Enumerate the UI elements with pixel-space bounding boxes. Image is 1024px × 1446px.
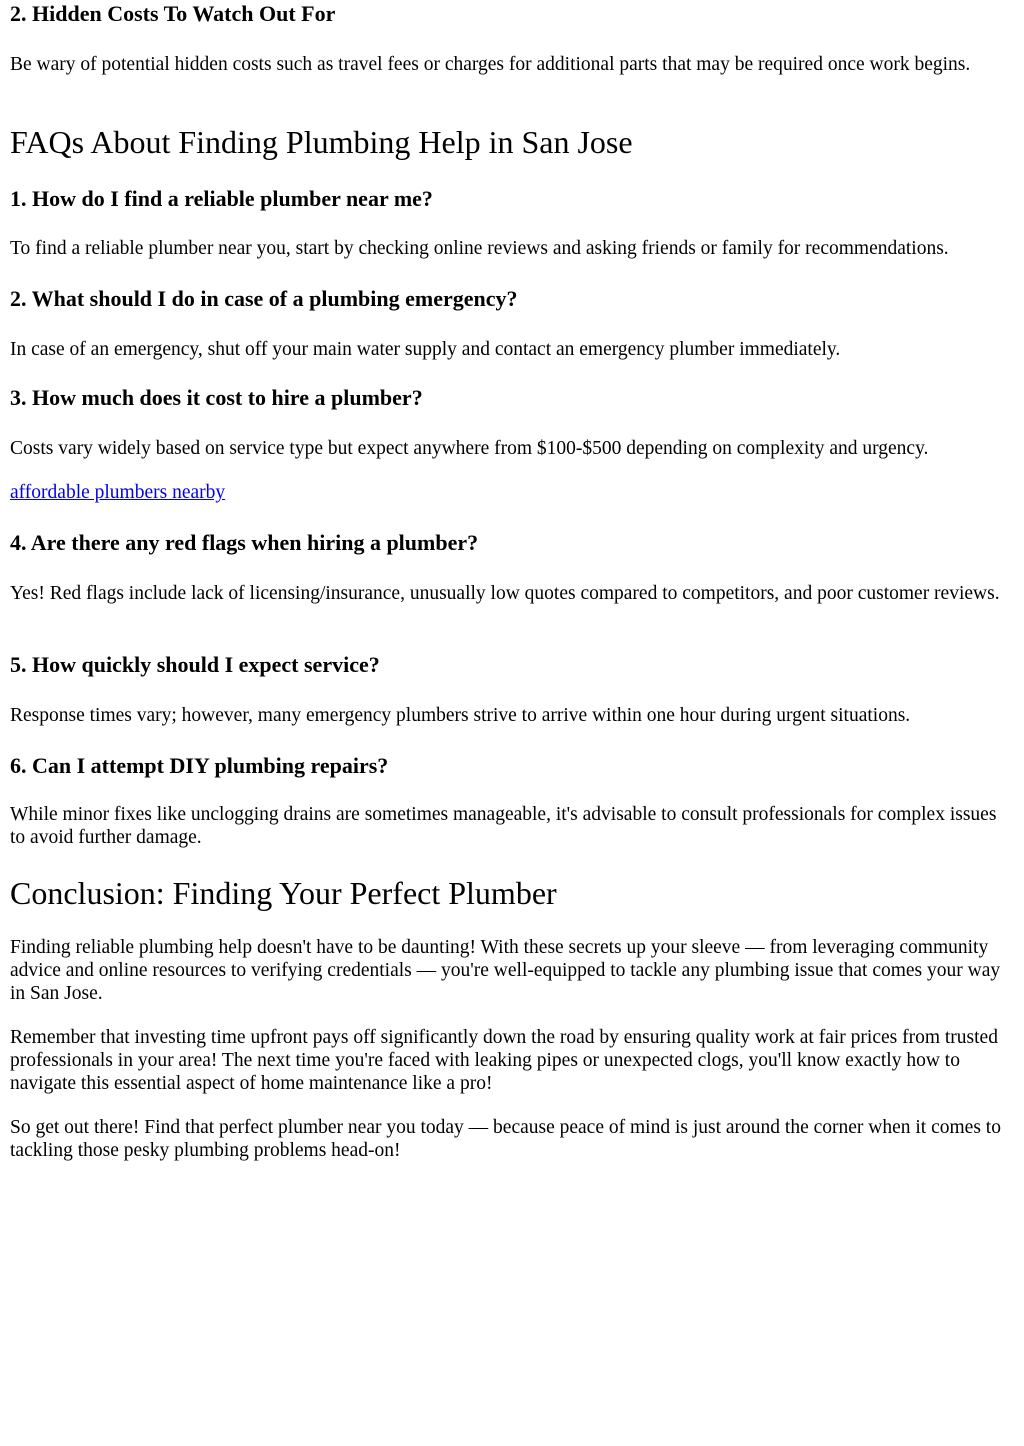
- faq-question-1: 1. How do I find a reliable plumber near me?: [10, 186, 433, 211]
- hidden-costs-paragraph: Be wary of potential hidden costs such as travel fees or charges for additional parts that may be required once work begins.: [10, 54, 971, 75]
- hidden-costs-heading: 2. Hidden Costs To Watch Out For: [10, 1, 336, 26]
- faq-answer-5: Response times vary; however, many emergency plumbers strive to arrive within one hour during urgent situations.: [10, 705, 911, 726]
- faq-answer-1: To find a reliable plumber near you, start by checking online reviews and asking friends or family for recommendations.: [10, 238, 949, 259]
- faqs-heading: FAQs About Finding Plumbing Help in San Jose: [10, 124, 633, 160]
- faq-question-4: 4. Are there any red flags when hiring a plumber?: [10, 530, 479, 555]
- affordable-plumbers-link[interactable]: affordable plumbers nearby: [10, 482, 226, 503]
- faq-question-2: 2. What should I do in case of a plumbing emergency?: [10, 286, 518, 311]
- conclusion-heading: Conclusion: Finding Your Perfect Plumber: [10, 875, 557, 911]
- faq-answer-4: Yes! Red flags include lack of licensing/insurance, unusually low quotes compared to competitors, and poor customer reviews.: [10, 583, 1000, 604]
- faq-question-5: 5. How quickly should I expect service?: [10, 652, 380, 677]
- faq-answer-3: Costs vary widely based on service type but expect anywhere from $100-$500 depending on complexity and urgency.: [10, 438, 929, 459]
- faq-answer-6: While minor fixes like unclogging drains are sometimes manageable, it's advisable to consult professionals for complex issues to avoid further damage.: [10, 804, 997, 848]
- conclusion-paragraph-2: Remember that investing time upfront pays off significantly down the road by ensuring quality work at fair prices from trusted professionals in your area! The next time you're faced with leaking pipes or unexpected clogs, you'll know exactly how to navigate this essential aspect of home maintenance like a pro!: [10, 1027, 998, 1094]
- faq-answer-2: In case of an emergency, shut off your main water supply and contact an emergency plumber immediately.: [10, 339, 841, 360]
- faq-question-6: 6. Can I attempt DIY plumbing repairs?: [10, 753, 389, 778]
- conclusion-paragraph-3: So get out there! Find that perfect plumber near you today — because peace of mind is just around the corner when it comes to tackling those pesky plumbing problems head-on!: [10, 1117, 1001, 1161]
- conclusion-paragraph-1: Finding reliable plumbing help doesn't have to be daunting! With these secrets up your sleeve — from leveraging community advice and online resources to verifying credentials — you're well-equipped to tackle any plumbing issue that comes your way in San Jose.: [10, 937, 1001, 1004]
- faq-question-3: 3. How much does it cost to hire a plumber?: [10, 385, 423, 410]
